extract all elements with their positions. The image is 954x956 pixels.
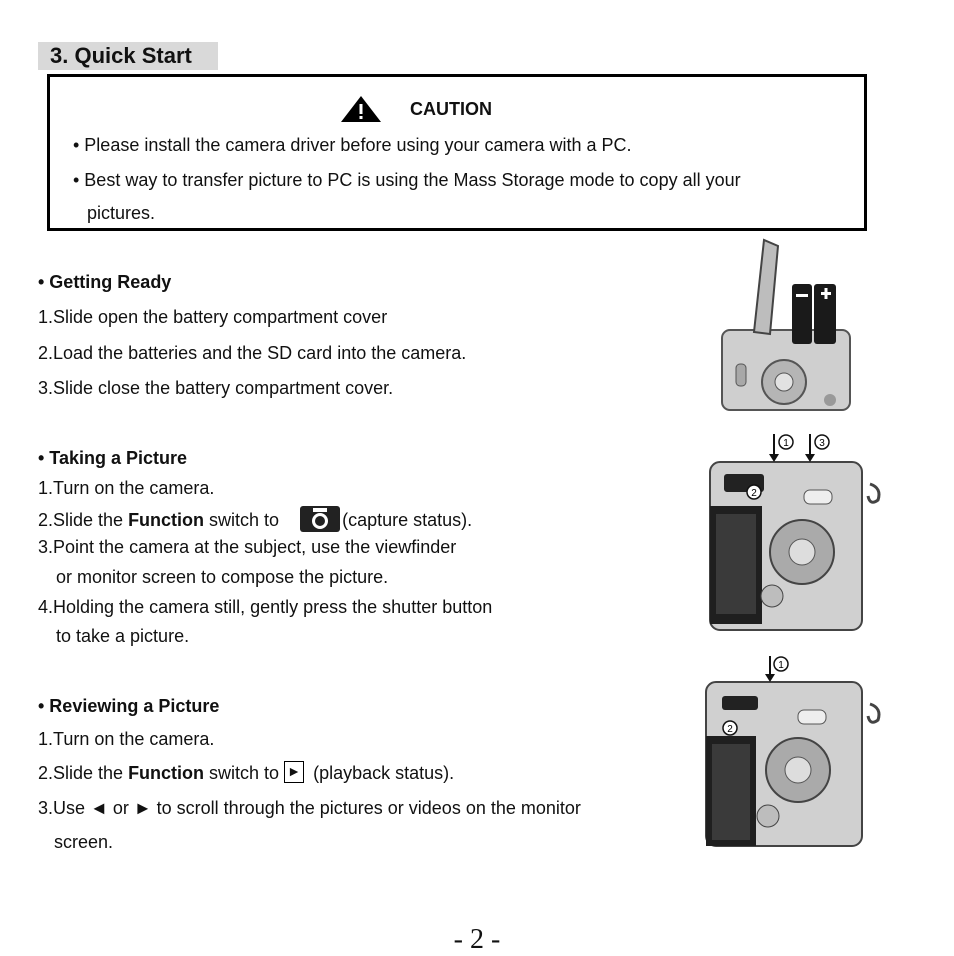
taking-picture-step-3a: 3.Point the camera at the subject, use the viewfinder xyxy=(38,537,457,557)
step-text: switch to xyxy=(204,763,285,783)
warning-triangle-icon xyxy=(340,95,382,123)
taking-picture-heading: • Taking a Picture xyxy=(38,448,188,468)
callout-number: 2 xyxy=(751,488,757,499)
reviewing-picture-step-3a: 3.Use ◄ or ► to scroll through the pictures or videos on the monitor xyxy=(38,798,581,818)
function-label: Function xyxy=(128,509,205,530)
taking-picture-step-4a: 4.Holding the camera still, gently press the shutter button xyxy=(38,597,493,617)
taking-picture-step-4b: to take a picture. xyxy=(56,626,190,646)
taking-picture-step-2 xyxy=(38,508,472,534)
page-number: - 2 - xyxy=(453,924,501,955)
getting-ready-step-1: 1.Slide open the battery compartment cover xyxy=(38,307,388,327)
reviewing-picture-heading: • Reviewing a Picture xyxy=(38,696,220,716)
caution-heading: CAUTION xyxy=(410,98,492,119)
step-text: switch to xyxy=(204,509,285,530)
function-label: Function xyxy=(128,763,205,783)
caution-line-3: pictures. xyxy=(87,203,156,223)
camera-icon xyxy=(300,506,340,532)
play-icon: ► xyxy=(284,761,304,783)
callout-number: 1 xyxy=(783,438,789,449)
taking-picture-step-3b: or monitor screen to compose the picture. xyxy=(56,567,389,587)
reviewing-picture-step-1: 1.Turn on the camera. xyxy=(38,729,215,749)
step-text: (playback status). xyxy=(308,763,455,783)
capture-mode-illustration xyxy=(708,428,888,632)
step-text: (capture status). xyxy=(342,509,473,530)
getting-ready-heading: • Getting Ready xyxy=(38,272,172,292)
step-text: 2.Slide the xyxy=(38,509,129,530)
playback-mode-illustration xyxy=(704,652,888,848)
taking-picture-step-1: 1.Turn on the camera. xyxy=(38,478,215,498)
battery-compartment-illustration xyxy=(718,236,854,412)
callout-number: 2 xyxy=(727,724,733,735)
caution-line-2: • Best way to transfer picture to PC is using the Mass Storage mode to copy all your xyxy=(73,170,741,190)
step-text: 2.Slide the xyxy=(38,763,129,783)
callout-number: 1 xyxy=(778,660,784,671)
caution-header xyxy=(340,94,492,124)
callout-number: 3 xyxy=(819,438,825,449)
getting-ready-step-2: 2.Load the batteries and the SD card into the camera. xyxy=(38,343,467,363)
caution-line-1: • Please install the camera driver before using your camera with a PC. xyxy=(73,135,632,155)
reviewing-picture-step-2 xyxy=(38,763,454,785)
getting-ready-step-3: 3.Slide close the battery compartment cover. xyxy=(38,378,394,398)
section-title: 3. Quick Start xyxy=(38,42,218,70)
reviewing-picture-step-3b: screen. xyxy=(54,832,114,852)
